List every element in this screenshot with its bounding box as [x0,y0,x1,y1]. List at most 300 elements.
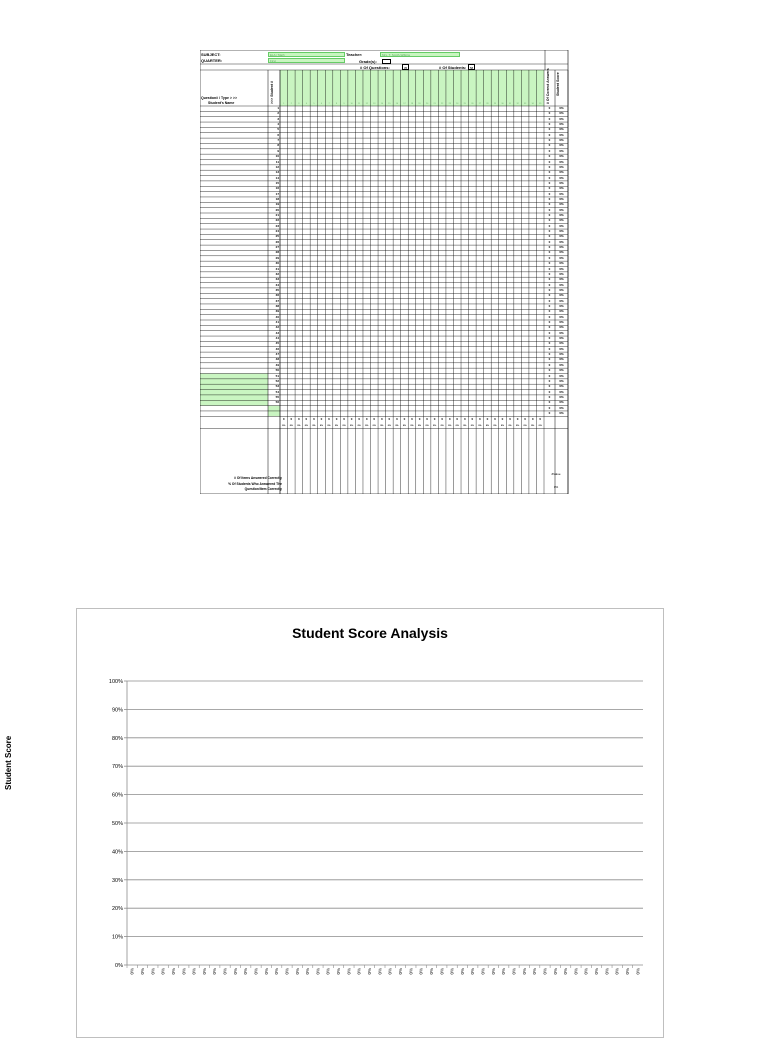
num-questions-label: # Of Questions: [360,65,390,70]
student-number: 34 [275,282,279,287]
student-score: 0% [559,154,564,159]
x-tick-label: 0% [253,968,259,975]
footer-pct-correct: 0% [425,425,429,428]
student-number: 41 [275,320,279,324]
class-total-label: #Value [551,472,561,476]
student-number: 10 [275,154,279,159]
student-number: 33 [275,277,279,282]
student-number: 56 [275,400,279,405]
student-number-header: >>> Student # [270,80,274,104]
question-number: 12 [365,103,368,105]
correct-count: 0 [548,229,551,234]
correct-count: 0 [548,303,551,308]
footer-correct-count: 0 [320,416,323,421]
x-tick-label: 0% [490,968,496,975]
footer-correct-count: 0 [328,416,330,421]
correct-count: 0 [548,261,551,266]
student-number: 50 [275,368,279,373]
footer-pct-label-2: Question/Item Correctly [244,487,282,491]
question-number: 10 [350,103,353,105]
student-number: 9 [277,148,279,153]
num-students-value[interactable]: 58 [469,66,474,70]
footer-pct-correct: 0% [500,425,505,428]
footer-pct-correct: 0% [357,425,361,428]
correct-count: 0 [548,405,551,410]
footer-pct-correct: 0% [455,425,459,428]
correct-count: 0 [548,362,551,367]
student-score: 0% [559,325,564,330]
y-tick-label: 50% [111,821,123,827]
x-tick-label: 0% [408,968,414,975]
x-tick-label: 0% [263,968,269,975]
student-number: 38 [275,303,279,308]
correct-count: 0 [548,341,551,346]
student-score: 0% [559,346,564,351]
student-score: 0% [559,116,564,121]
student-number: 44 [275,336,279,341]
footer-correct-count: 0 [539,416,542,421]
footer-correct-count: 0 [463,416,466,421]
correct-count: 0 [548,309,551,314]
question-number: 32 [516,103,519,105]
question-number: 7 [328,103,330,105]
footer-pct-correct: 0% [516,425,520,428]
student-number: 21 [275,213,279,217]
footer-pct-correct: 0% [282,425,286,428]
x-tick-label: 0% [532,968,538,975]
correct-count: 0 [548,266,551,271]
footer-correct-count: 0 [441,416,443,421]
correct-count: 0 [548,175,551,180]
correct-count: 0 [548,298,551,303]
x-tick-label: 0% [325,968,331,975]
student-number: 27 [275,245,279,250]
student-score: 0% [559,213,564,217]
question-header: Question# / Type > >> [201,96,238,100]
x-tick-label: 0% [501,968,507,975]
grades-field[interactable] [382,59,391,64]
footer-pct-correct: 0% [478,425,482,428]
y-tick-label: 40% [111,849,123,856]
correct-count: 0 [548,170,551,175]
x-tick-label: 0% [625,968,631,975]
correct-count: 0 [548,148,551,153]
correct-count: 0 [548,330,551,335]
student-score: 0% [559,245,564,250]
correct-count: 0 [548,293,551,298]
student-score: 0% [559,255,564,260]
score-chart [76,608,664,1038]
x-tick-label: 0% [573,968,579,975]
student-number: 35 [275,287,279,292]
teacher-field[interactable]: Mrs. T. Smith-Wilkins [380,52,460,57]
footer-correct-count: 0 [411,416,413,421]
student-number: 29 [275,255,279,260]
footer-correct-count: 0 [343,416,345,421]
student-number: 3 [277,116,279,121]
footer-pct-correct: 0% [448,425,452,428]
student-number: 4 [277,122,279,127]
x-tick-label: 0% [583,968,589,975]
student-score: 0% [559,175,564,180]
x-tick-label: 0% [129,968,135,975]
student-score: 0% [559,405,564,410]
footer-pct-correct: 0% [485,425,489,428]
footer-correct-count: 0 [501,416,504,421]
x-tick-label: 0% [336,968,342,975]
student-score: 0% [559,394,564,399]
student-score: 0% [559,336,564,341]
correct-count: 0 [548,282,551,287]
correct-count: 0 [548,250,551,255]
footer-correct-count: 0 [380,416,383,421]
x-tick-label: 0% [439,968,445,975]
x-tick-label: 0% [397,968,403,975]
student-score: 0% [559,143,564,148]
footer-pct-correct: 0% [372,425,376,428]
correct-count: 0 [548,159,551,164]
x-tick-label: 0% [635,968,641,975]
correct-count: 0 [548,127,551,132]
x-tick-label: 0% [274,968,280,975]
question-number: 3 [298,103,300,105]
x-tick-label: 0% [201,968,207,975]
y-tick-label: 80% [111,735,123,742]
question-number: 28 [486,103,489,105]
footer-correct-count: 0 [403,416,406,421]
correct-count: 0 [548,336,551,341]
question-number: 21 [433,103,436,105]
student-number: 43 [275,330,279,335]
question-number: 23 [448,103,451,105]
subject-label: SUBJECT: [201,52,221,57]
y-tick-label: 0% [115,963,123,969]
footer-correct-count: 0 [531,416,534,421]
student-score: 0% [559,362,564,367]
student-number: 8 [277,143,279,148]
question-number: 2 [290,103,292,105]
student-number: 24 [275,229,279,234]
footer-correct-count: 0 [448,416,451,421]
student-score: 0% [559,111,564,116]
student-number: 37 [275,298,279,303]
x-tick-label: 0% [470,968,476,975]
student-number: 55 [275,394,279,399]
question-number: 22 [441,103,444,105]
student-score: 0% [559,277,564,282]
student-score: 0% [559,250,564,255]
student-score: 0% [559,266,564,271]
student-number: 12 [275,164,279,169]
student-number: 54 [275,389,279,394]
x-tick-label: 0% [459,968,465,975]
footer-correct-count: 0 [335,416,338,421]
correct-count: 0 [548,320,551,324]
question-number: 9 [343,103,345,105]
student-score: 0% [559,341,564,346]
student-number: 13 [275,170,279,175]
student-score: 0% [559,261,564,266]
footer-pct-correct: 0% [463,425,467,428]
footer-pct-correct: 0% [319,425,324,428]
student-score: 0% [559,352,564,357]
student-score: 0% [559,400,564,405]
footer-pct-correct: 0% [417,425,422,428]
student-score: 0% [559,282,564,287]
footer-pct-correct: 0% [297,425,301,428]
question-header-band [280,70,544,106]
x-tick-label: 0% [294,968,300,975]
question-number: 25 [463,103,466,105]
student-number: 6 [277,132,279,137]
footer-correct-count: 0 [494,416,496,421]
question-number: 17 [403,103,406,105]
footer-correct-count: 0 [524,416,526,421]
student-score: 0% [559,138,564,143]
question-number: 4 [305,103,307,105]
question-number: 34 [531,103,534,105]
question-number: 15 [388,103,391,105]
student-number: 19 [275,202,279,207]
footer-correct-count: 0 [479,416,481,421]
x-tick-label: 0% [604,968,610,975]
student-score: 0% [559,180,564,185]
student-score: 0% [559,320,564,324]
correct-count: 0 [548,154,551,159]
y-tick-label: 60% [111,792,123,799]
student-score: 0% [559,309,564,314]
footer-pct-correct: 0% [380,425,384,428]
student-score: 0% [559,127,564,132]
correct-count: 0 [548,368,551,373]
student-number: 1 [277,106,279,110]
question-number: 27 [478,103,482,105]
student-number: 14 [275,175,279,180]
footer-pct-correct: 0% [433,425,437,428]
correct-count: 0 [548,400,551,405]
student-score: 0% [559,303,564,308]
footer-correct-count: 0 [365,416,368,421]
x-tick-label: 0% [181,968,187,975]
student-number: 31 [275,266,279,271]
student-number: 46 [275,346,279,351]
correct-count: 0 [548,116,551,121]
correct-count: 0 [548,287,551,292]
student-score: 0% [559,191,564,196]
chart-title: Student Score Analysis [292,625,448,641]
correct-count: 0 [548,255,551,260]
footer-pct-correct: 0% [350,425,354,428]
x-tick-label: 0% [170,968,176,975]
x-tick-label: 0% [315,968,321,975]
student-number: 5 [277,127,279,132]
correct-count: 0 [548,143,551,148]
footer-pct-correct: 0% [508,425,512,428]
footer-correct-count: 0 [305,416,308,421]
student-number: 47 [275,352,279,357]
student-number: 25 [275,234,279,239]
x-tick-label: 0% [480,968,486,975]
footer-pct-correct: 0% [334,425,339,428]
correct-answers-header: # Of Correct Answers [546,68,550,104]
x-tick-label: 0% [150,968,156,975]
x-tick-label: 0% [212,968,218,975]
x-tick-label: 0% [521,968,527,975]
x-tick-label: 0% [377,968,383,975]
student-number: 39 [275,309,279,314]
footer-correct-count: 0 [471,416,474,421]
correct-count: 0 [548,410,551,415]
footer-pct-correct: 0% [531,425,535,428]
student-score: 0% [559,186,564,191]
correct-count: 0 [548,373,551,378]
student-score: 0% [559,384,564,389]
correct-count: 0 [548,186,551,191]
footer-pct-correct: 0% [312,425,316,428]
grades-label: Grade(s): [359,59,377,64]
student-score: 0% [559,218,564,223]
x-tick-label: 0% [552,968,558,975]
footer-pct-correct: 0% [402,425,407,428]
x-tick-label: 0% [428,968,434,975]
y-tick-label: 90% [111,707,123,714]
footer-correct-count: 0 [456,416,459,421]
student-number: 53 [275,384,279,389]
footer-correct-count: 0 [396,416,398,421]
correct-count: 0 [548,122,551,127]
question-number: 31 [508,103,512,105]
subject-field[interactable]: ELA / Math [268,52,345,57]
student-score: 0% [559,368,564,373]
correct-count: 0 [548,314,551,319]
question-number: 26 [471,103,474,105]
question-number: 5 [313,103,315,105]
question-number: 19 [418,103,421,105]
correct-count: 0 [548,218,551,223]
student-name-header: Student's Name [208,101,235,105]
question-number: 30 [501,103,504,105]
student-score: 0% [559,389,564,394]
student-number: 23 [275,223,279,228]
student-score: 0% [559,229,564,234]
footer-correct-count: 0 [426,416,428,421]
footer-correct-count: 0 [486,416,489,421]
footer-pct-correct: 0% [395,425,399,428]
correct-count: 0 [548,346,551,351]
correct-count: 0 [548,271,551,276]
footer-correct-count: 0 [516,416,519,421]
correct-count: 0 [548,111,551,116]
student-score: 0% [559,378,564,383]
footer-correct-count: 0 [373,416,376,421]
student-score: 0% [559,170,564,175]
student-number: 28 [275,250,279,255]
question-number: 18 [410,103,414,105]
x-tick-label: 0% [160,968,166,975]
student-number: 22 [275,218,279,223]
footer-pct-correct: 0% [493,425,497,428]
x-tick-label: 0% [305,968,311,975]
student-number: 20 [275,207,279,212]
student-number: 17 [275,191,279,196]
y-tick-label: 20% [111,906,123,913]
correct-count: 0 [548,239,551,244]
x-tick-label: 0% [243,968,249,975]
x-tick-label: 0% [563,968,569,975]
x-tick-label: 0% [594,968,600,975]
num-questions-value[interactable]: 35 [403,66,408,70]
correct-count: 0 [548,384,551,389]
student-number: 11 [275,159,279,164]
question-number: 13 [373,103,376,105]
question-number: 29 [493,103,497,105]
student-number: 40 [275,314,279,319]
score-sheet [200,50,569,494]
footer-pct-correct: 0% [327,425,331,428]
quarter-field[interactable]: First [268,58,345,63]
x-tick-label: 0% [418,968,424,975]
footer-correct-count: 0 [313,416,315,421]
question-number: 35 [539,103,542,105]
footer-pct-correct: 0% [304,425,308,428]
footer-pct-correct: 0% [523,425,527,428]
x-tick-label: 0% [284,968,290,975]
correct-count: 0 [548,277,551,282]
x-tick-label: 0% [511,968,517,975]
x-tick-label: 0% [346,968,352,975]
question-number: 14 [380,103,383,105]
student-score: 0% [559,287,564,292]
student-score-header: Student Score [556,72,560,96]
student-score: 0% [559,164,564,169]
student-number: 26 [275,239,279,244]
footer-pct-label-1: % Of Students Who Answered The [228,482,282,486]
correct-count: 0 [548,234,551,239]
correct-count: 0 [548,207,551,212]
chart-plot [77,609,665,1039]
student-number: 18 [275,196,279,201]
student-score: 0% [559,196,564,201]
footer-correct-count: 0 [358,416,361,421]
x-tick-label: 0% [222,968,228,975]
correct-count: 0 [548,245,551,250]
question-number: 1 [283,103,285,105]
x-tick-label: 0% [191,968,197,975]
footer-pct-correct: 0% [365,425,369,428]
student-score: 0% [559,271,564,276]
student-number: 49 [275,362,279,367]
student-number: 32 [275,271,279,276]
correct-count: 0 [548,357,551,362]
y-tick-label: 70% [111,764,123,771]
student-number: 7 [277,138,279,143]
student-score: 0% [559,314,564,319]
student-score: 0% [559,122,564,127]
x-tick-label: 0% [542,968,548,975]
footer-pct-correct: 0% [538,425,542,428]
student-score: 0% [559,410,564,415]
x-tick-label: 0% [232,968,238,975]
student-number: 51 [275,373,279,378]
correct-count: 0 [548,106,551,110]
correct-count: 0 [548,132,551,137]
student-score: 0% [559,223,564,228]
footer-correct-count: 0 [282,416,285,421]
question-number: 6 [320,103,323,105]
footer-correct-count: 0 [298,416,300,421]
footer-correct-count: 0 [433,416,436,421]
y-tick-label: 100% [108,679,123,685]
